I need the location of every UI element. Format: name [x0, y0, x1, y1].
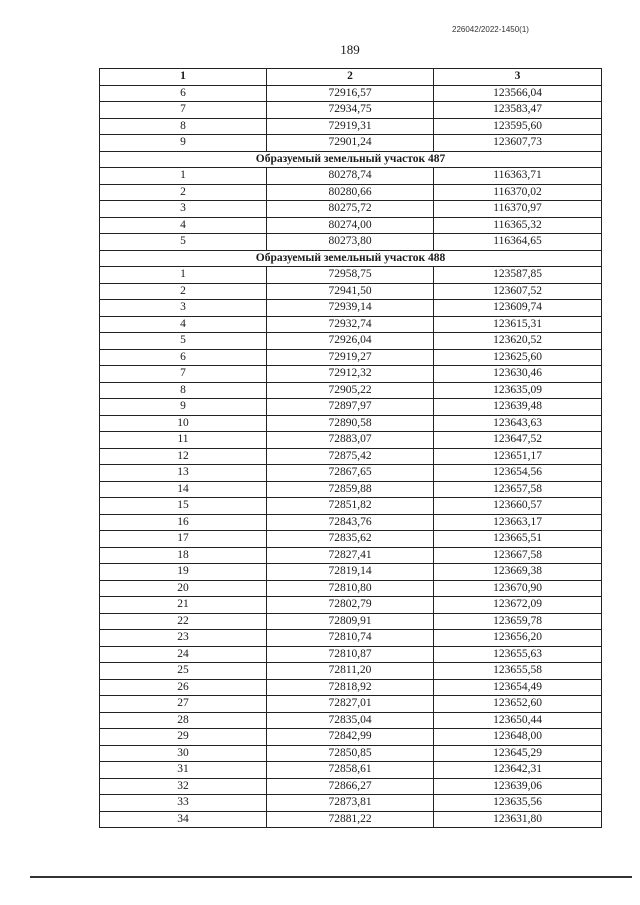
y-coordinate-cell: 123566,04	[434, 85, 602, 102]
y-coordinate-cell: 123607,73	[434, 135, 602, 152]
document-number: 226042/2022-1450(1)	[452, 25, 529, 34]
y-coordinate-cell: 123660,57	[434, 498, 602, 515]
column-header-1: 1	[100, 69, 267, 86]
table-row	[100, 745, 602, 762]
point-number-cell: 1	[100, 267, 267, 284]
point-number-cell: 11	[100, 432, 267, 449]
table-row	[100, 184, 602, 201]
table-row	[100, 646, 602, 663]
table-row	[100, 481, 602, 498]
table-row	[100, 118, 602, 135]
table-row	[100, 333, 602, 350]
x-coordinate-cell: 72810,80	[267, 580, 434, 597]
point-number-cell: 7	[100, 102, 267, 119]
x-coordinate-cell: 72897,97	[267, 399, 434, 416]
point-number-cell: 14	[100, 481, 267, 498]
table-row	[100, 316, 602, 333]
x-coordinate-cell: 72809,91	[267, 613, 434, 630]
x-coordinate-cell: 72890,58	[267, 415, 434, 432]
x-coordinate-cell: 72810,87	[267, 646, 434, 663]
y-coordinate-cell: 123635,09	[434, 382, 602, 399]
table-row	[100, 514, 602, 531]
page-bottom-rule	[30, 876, 632, 878]
x-coordinate-cell: 80275,72	[267, 201, 434, 218]
x-coordinate-cell: 72912,32	[267, 366, 434, 383]
point-number-cell: 1	[100, 168, 267, 185]
column-header-3: 3	[434, 69, 602, 86]
point-number-cell: 3	[100, 300, 267, 317]
point-number-cell: 20	[100, 580, 267, 597]
point-number-cell: 21	[100, 597, 267, 614]
column-header-2: 2	[267, 69, 434, 86]
y-coordinate-cell: 123654,49	[434, 679, 602, 696]
table-row	[100, 415, 602, 432]
y-coordinate-cell: 123670,90	[434, 580, 602, 597]
table-row	[100, 448, 602, 465]
y-coordinate-cell: 123607,52	[434, 283, 602, 300]
table-row	[100, 679, 602, 696]
y-coordinate-cell: 123665,51	[434, 531, 602, 548]
point-number-cell: 13	[100, 465, 267, 482]
x-coordinate-cell: 72858,61	[267, 762, 434, 779]
point-number-cell: 5	[100, 234, 267, 251]
table-row	[100, 795, 602, 812]
section-title: Образуемый земельный участок 488	[100, 250, 602, 267]
x-coordinate-cell: 72859,88	[267, 481, 434, 498]
point-number-cell: 10	[100, 415, 267, 432]
x-coordinate-cell: 80278,74	[267, 168, 434, 185]
point-number-cell: 4	[100, 316, 267, 333]
section-row	[100, 250, 602, 267]
y-coordinate-cell: 123587,85	[434, 267, 602, 284]
y-coordinate-cell: 116370,02	[434, 184, 602, 201]
y-coordinate-cell: 116365,32	[434, 217, 602, 234]
table-row	[100, 283, 602, 300]
page-number: 189	[340, 42, 360, 57]
coordinates-table	[99, 68, 602, 828]
point-number-cell: 26	[100, 679, 267, 696]
x-coordinate-cell: 80273,80	[267, 234, 434, 251]
x-coordinate-cell: 72827,41	[267, 547, 434, 564]
y-coordinate-cell: 123595,60	[434, 118, 602, 135]
y-coordinate-cell: 123630,46	[434, 366, 602, 383]
point-number-cell: 24	[100, 646, 267, 663]
point-number-cell: 5	[100, 333, 267, 350]
table-row	[100, 712, 602, 729]
table-row	[100, 696, 602, 713]
table-row	[100, 201, 602, 218]
y-coordinate-cell: 123615,31	[434, 316, 602, 333]
table-row	[100, 597, 602, 614]
point-number-cell: 3	[100, 201, 267, 218]
point-number-cell: 9	[100, 135, 267, 152]
point-number-cell: 23	[100, 630, 267, 647]
table-row	[100, 267, 602, 284]
y-coordinate-cell: 123656,20	[434, 630, 602, 647]
x-coordinate-cell: 72867,65	[267, 465, 434, 482]
x-coordinate-cell: 72835,62	[267, 531, 434, 548]
table-row	[100, 547, 602, 564]
table-row	[100, 382, 602, 399]
y-coordinate-cell: 123667,58	[434, 547, 602, 564]
table-row	[100, 300, 602, 317]
y-coordinate-cell: 116363,71	[434, 168, 602, 185]
point-number-cell: 7	[100, 366, 267, 383]
x-coordinate-cell: 72941,50	[267, 283, 434, 300]
table-row	[100, 630, 602, 647]
y-coordinate-cell: 123659,78	[434, 613, 602, 630]
x-coordinate-cell: 72873,81	[267, 795, 434, 812]
point-number-cell: 6	[100, 349, 267, 366]
y-coordinate-cell: 123635,56	[434, 795, 602, 812]
point-number-cell: 28	[100, 712, 267, 729]
table-row	[100, 234, 602, 251]
point-number-cell: 27	[100, 696, 267, 713]
y-coordinate-cell: 123639,48	[434, 399, 602, 416]
y-coordinate-cell: 116364,65	[434, 234, 602, 251]
y-coordinate-cell: 123655,58	[434, 663, 602, 680]
y-coordinate-cell: 123657,58	[434, 481, 602, 498]
x-coordinate-cell: 72866,27	[267, 778, 434, 795]
point-number-cell: 22	[100, 613, 267, 630]
x-coordinate-cell: 72802,79	[267, 597, 434, 614]
table-row	[100, 432, 602, 449]
table-row	[100, 580, 602, 597]
point-number-cell: 9	[100, 399, 267, 416]
x-coordinate-cell: 72926,04	[267, 333, 434, 350]
y-coordinate-cell: 123663,17	[434, 514, 602, 531]
point-number-cell: 8	[100, 118, 267, 135]
section-title: Образуемый земельный участок 487	[100, 151, 602, 168]
y-coordinate-cell: 123620,52	[434, 333, 602, 350]
x-coordinate-cell: 72901,24	[267, 135, 434, 152]
x-coordinate-cell: 72842,99	[267, 729, 434, 746]
y-coordinate-cell: 123651,17	[434, 448, 602, 465]
x-coordinate-cell: 72934,75	[267, 102, 434, 119]
point-number-cell: 6	[100, 85, 267, 102]
y-coordinate-cell: 123669,38	[434, 564, 602, 581]
point-number-cell: 33	[100, 795, 267, 812]
point-number-cell: 17	[100, 531, 267, 548]
y-coordinate-cell: 123672,09	[434, 597, 602, 614]
table-row	[100, 85, 602, 102]
y-coordinate-cell: 123642,31	[434, 762, 602, 779]
x-coordinate-cell: 72811,20	[267, 663, 434, 680]
x-coordinate-cell: 80274,00	[267, 217, 434, 234]
x-coordinate-cell: 72835,04	[267, 712, 434, 729]
header-row	[100, 69, 602, 86]
point-number-cell: 15	[100, 498, 267, 515]
point-number-cell: 2	[100, 184, 267, 201]
table-row	[100, 498, 602, 515]
x-coordinate-cell: 72875,42	[267, 448, 434, 465]
table-row	[100, 399, 602, 416]
y-coordinate-cell: 123625,60	[434, 349, 602, 366]
section-row	[100, 151, 602, 168]
y-coordinate-cell: 123639,06	[434, 778, 602, 795]
x-coordinate-cell: 72810,74	[267, 630, 434, 647]
x-coordinate-cell: 72819,14	[267, 564, 434, 581]
table-header	[100, 69, 602, 86]
y-coordinate-cell: 123652,60	[434, 696, 602, 713]
point-number-cell: 29	[100, 729, 267, 746]
x-coordinate-cell: 72843,76	[267, 514, 434, 531]
point-number-cell: 16	[100, 514, 267, 531]
table-row	[100, 102, 602, 119]
point-number-cell: 8	[100, 382, 267, 399]
y-coordinate-cell: 116370,97	[434, 201, 602, 218]
point-number-cell: 19	[100, 564, 267, 581]
x-coordinate-cell: 72881,22	[267, 811, 434, 828]
table-row	[100, 217, 602, 234]
table-row	[100, 811, 602, 828]
table-row	[100, 135, 602, 152]
point-number-cell: 12	[100, 448, 267, 465]
table-row	[100, 465, 602, 482]
point-number-cell: 30	[100, 745, 267, 762]
x-coordinate-cell: 72883,07	[267, 432, 434, 449]
table-row	[100, 564, 602, 581]
x-coordinate-cell: 72905,22	[267, 382, 434, 399]
point-number-cell: 2	[100, 283, 267, 300]
point-number-cell: 18	[100, 547, 267, 564]
table-row	[100, 613, 602, 630]
x-coordinate-cell: 72939,14	[267, 300, 434, 317]
x-coordinate-cell: 72827,01	[267, 696, 434, 713]
point-number-cell: 31	[100, 762, 267, 779]
x-coordinate-cell: 72919,31	[267, 118, 434, 135]
table-row	[100, 663, 602, 680]
table-row	[100, 778, 602, 795]
table-row	[100, 729, 602, 746]
table-row	[100, 168, 602, 185]
x-coordinate-cell: 72958,75	[267, 267, 434, 284]
y-coordinate-cell: 123650,44	[434, 712, 602, 729]
point-number-cell: 34	[100, 811, 267, 828]
x-coordinate-cell: 72850,85	[267, 745, 434, 762]
y-coordinate-cell: 123655,63	[434, 646, 602, 663]
x-coordinate-cell: 72919,27	[267, 349, 434, 366]
y-coordinate-cell: 123643,63	[434, 415, 602, 432]
point-number-cell: 25	[100, 663, 267, 680]
y-coordinate-cell: 123647,52	[434, 432, 602, 449]
table-row	[100, 762, 602, 779]
table-body	[100, 85, 602, 828]
table-row	[100, 349, 602, 366]
y-coordinate-cell: 123645,29	[434, 745, 602, 762]
point-number-cell: 32	[100, 778, 267, 795]
point-number-cell: 4	[100, 217, 267, 234]
x-coordinate-cell: 72818,92	[267, 679, 434, 696]
table-row	[100, 531, 602, 548]
x-coordinate-cell: 72932,74	[267, 316, 434, 333]
table-row	[100, 366, 602, 383]
x-coordinate-cell: 72851,82	[267, 498, 434, 515]
y-coordinate-cell: 123654,56	[434, 465, 602, 482]
x-coordinate-cell: 80280,66	[267, 184, 434, 201]
y-coordinate-cell: 123648,00	[434, 729, 602, 746]
y-coordinate-cell: 123631,80	[434, 811, 602, 828]
y-coordinate-cell: 123583,47	[434, 102, 602, 119]
x-coordinate-cell: 72916,57	[267, 85, 434, 102]
y-coordinate-cell: 123609,74	[434, 300, 602, 317]
